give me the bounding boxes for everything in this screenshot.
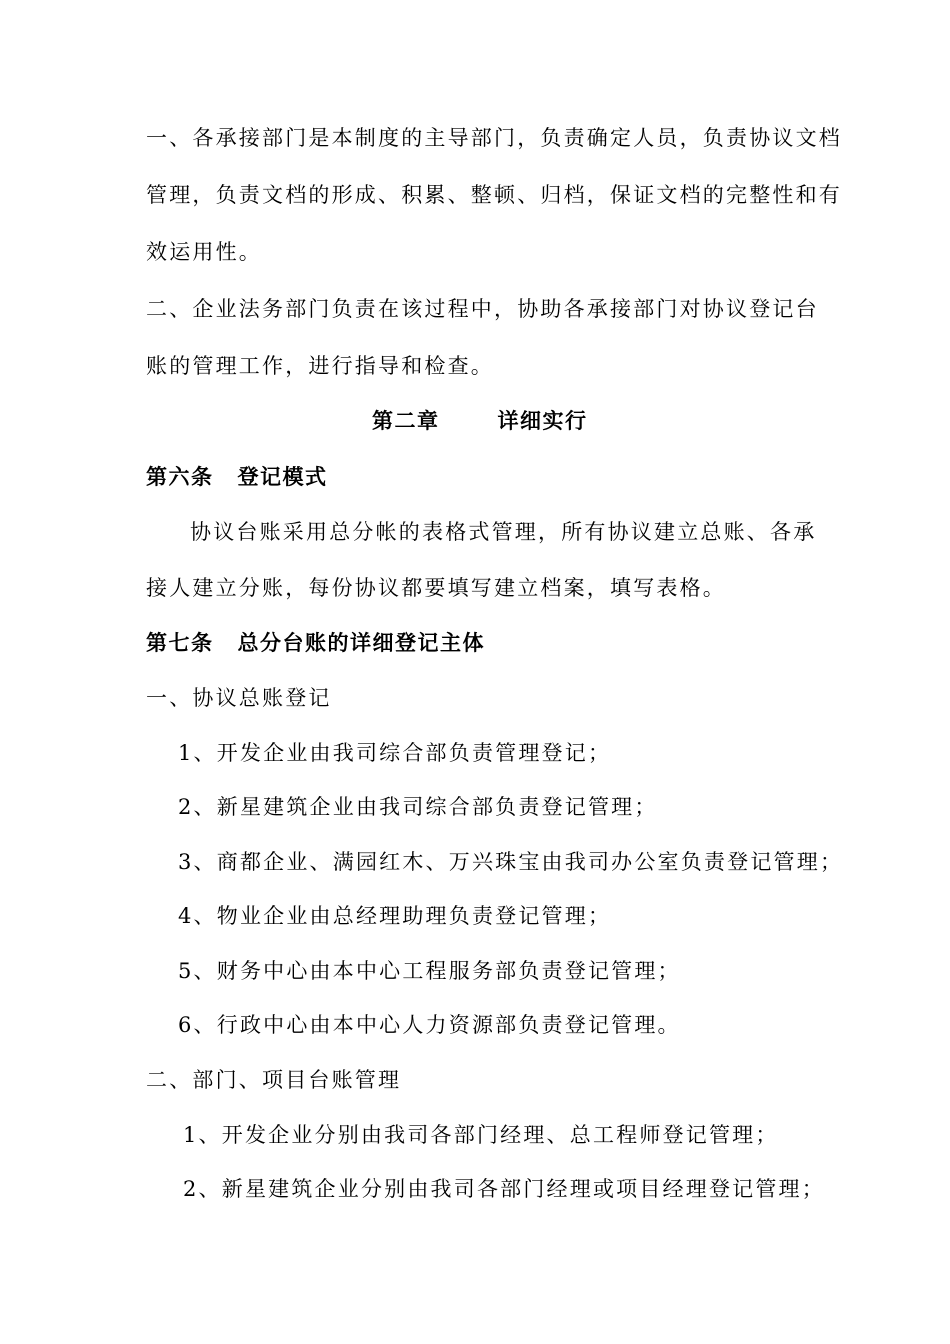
section-2-item-1: 1、开发企业分别由我司各部门经理、总工程师登记管理；	[183, 1123, 779, 1147]
article-7-heading	[146, 629, 485, 657]
chapter-title: 详细实行	[497, 409, 588, 433]
clause-2-line-1: 二、企业法务部门负责在该过程中，协助各承接部门对协议登记台	[146, 297, 819, 321]
chapter-number: 第二章	[372, 409, 440, 433]
clause-1-line-3: 效运用性。	[146, 240, 262, 264]
section-1-item-3: 3、商都企业、满园红木、万兴珠宝由我司办公室负责登记管理；	[178, 850, 844, 874]
article-6-heading	[146, 463, 328, 491]
section-1-item-1: 1、开发企业由我司综合部负责管理登记；	[178, 741, 612, 765]
article-6-body-line-1: 协议台账采用总分帐的表格式管理，所有协议建立总账、各承	[190, 520, 817, 544]
section-1-item-4: 4、物业企业由总经理助理负责登记管理；	[178, 904, 612, 928]
article-7-title: 总分台账的详细登记主体	[237, 631, 485, 655]
article-6-title: 登记模式	[237, 465, 328, 489]
clause-1-line-2: 管理，负责文档的形成、积累、整顿、归档，保证文档的完整性和有	[146, 183, 842, 207]
section-1-item-6: 6、行政中心由本中心人力资源部负责登记管理。	[178, 1013, 681, 1037]
section-2-item-2: 2、新星建筑企业分别由我司各部门经理或项目经理登记管理；	[183, 1177, 825, 1201]
clause-1-line-1: 一、各承接部门是本制度的主导部门，负责确定人员，负责协议文档	[146, 126, 842, 150]
section-1-item-2: 2、新星建筑企业由我司综合部负责登记管理；	[178, 795, 658, 819]
article-6-body-line-2: 接人建立分账，每份协议都要填写建立档案，填写表格。	[146, 576, 726, 600]
article-7-number: 第七条	[146, 631, 214, 655]
article-6-number: 第六条	[146, 465, 214, 489]
section-1-item-5: 5、财务中心由本中心工程服务部负责登记管理；	[178, 959, 681, 983]
clause-2-line-2: 账的管理工作，进行指导和检查。	[146, 354, 494, 378]
section-2-heading: 二、部门、项目台账管理	[146, 1068, 402, 1092]
section-1-heading: 一、协议总账登记	[146, 686, 332, 710]
chapter-heading	[372, 407, 588, 435]
